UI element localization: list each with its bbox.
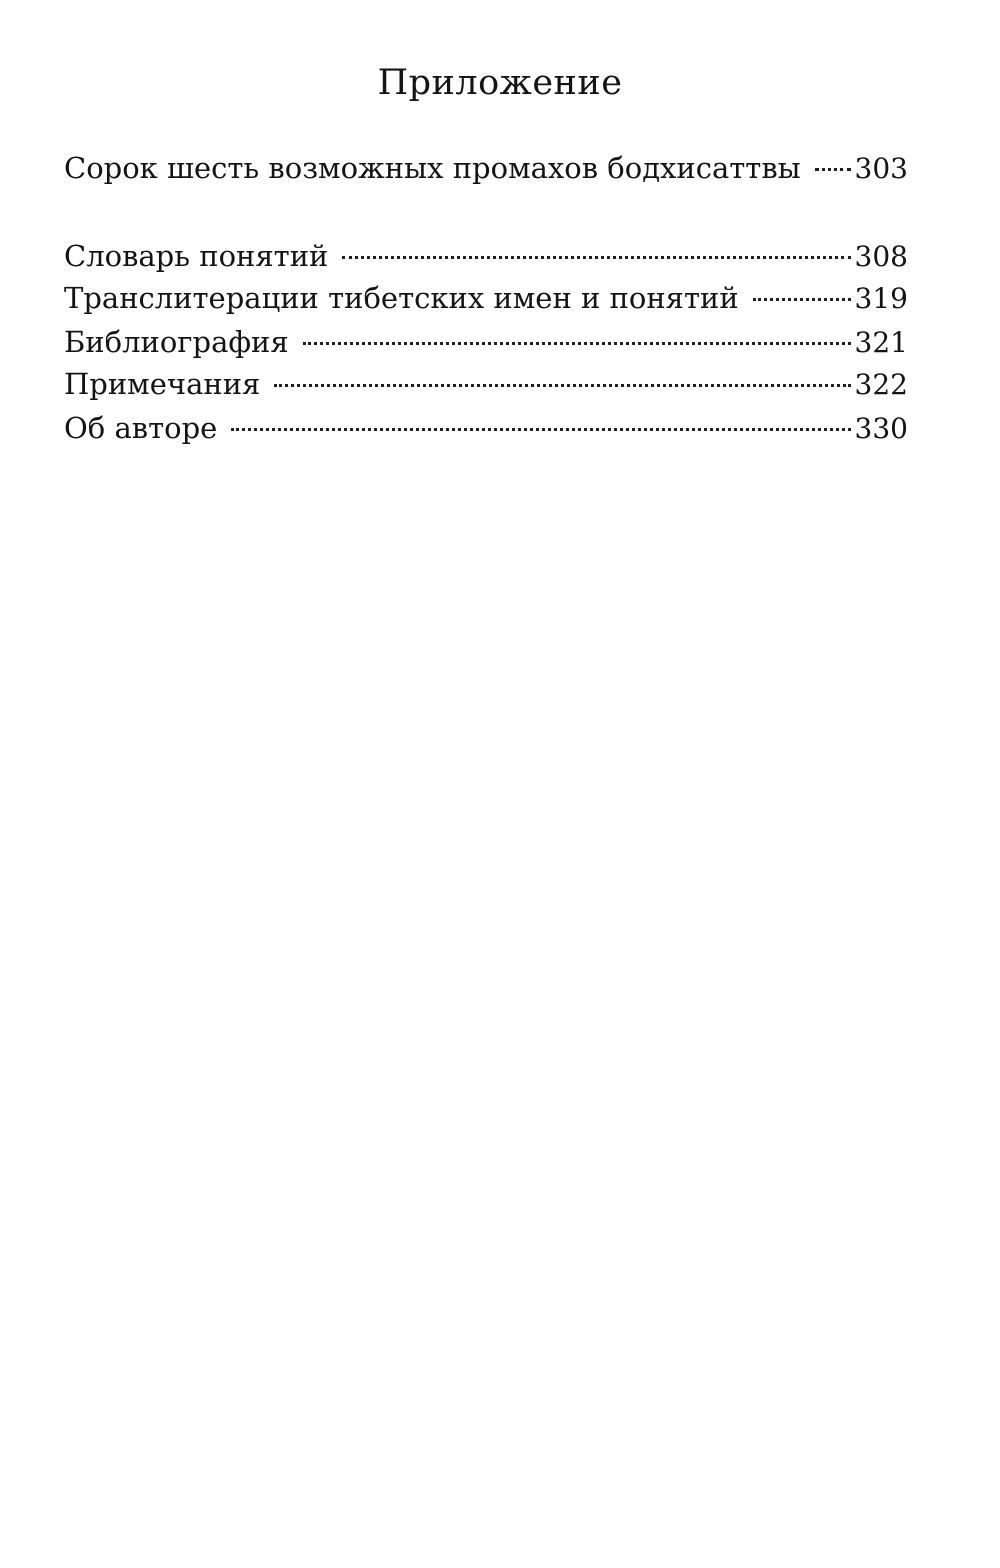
toc-entry-title: Библиография	[64, 325, 289, 359]
toc-entry-page: 330	[854, 412, 908, 445]
toc-entry	[64, 364, 908, 405]
toc-entry-page: 322	[854, 368, 908, 401]
toc-entry-title: Об авторе	[64, 411, 218, 445]
toc-entry	[64, 278, 908, 319]
toc-entry-title: Словарь понятий	[64, 239, 329, 273]
toc-entry	[64, 408, 908, 449]
dot-leader	[274, 384, 850, 387]
toc-entry-page: 321	[854, 326, 908, 359]
section-heading: Приложение	[377, 63, 623, 103]
toc-entry-page: 303	[854, 152, 908, 185]
toc-entry-page: 308	[854, 240, 908, 273]
toc-entry-title: Транслитерации тибетских имен и понятий	[64, 281, 739, 315]
toc-entry	[64, 236, 908, 277]
table-of-contents	[64, 0, 908, 500]
dot-leader	[303, 342, 851, 345]
dot-leader	[815, 168, 851, 171]
toc-entry	[64, 148, 908, 189]
toc-entry	[64, 322, 908, 363]
dot-leader	[753, 298, 851, 301]
dot-leader	[342, 256, 850, 259]
toc-entry-title: Примечания	[64, 367, 261, 401]
toc-entry-page: 319	[854, 282, 908, 315]
toc-entry-title: Сорок шесть возможных промахов бодхисаттвы	[64, 151, 801, 185]
dot-leader	[231, 428, 850, 431]
